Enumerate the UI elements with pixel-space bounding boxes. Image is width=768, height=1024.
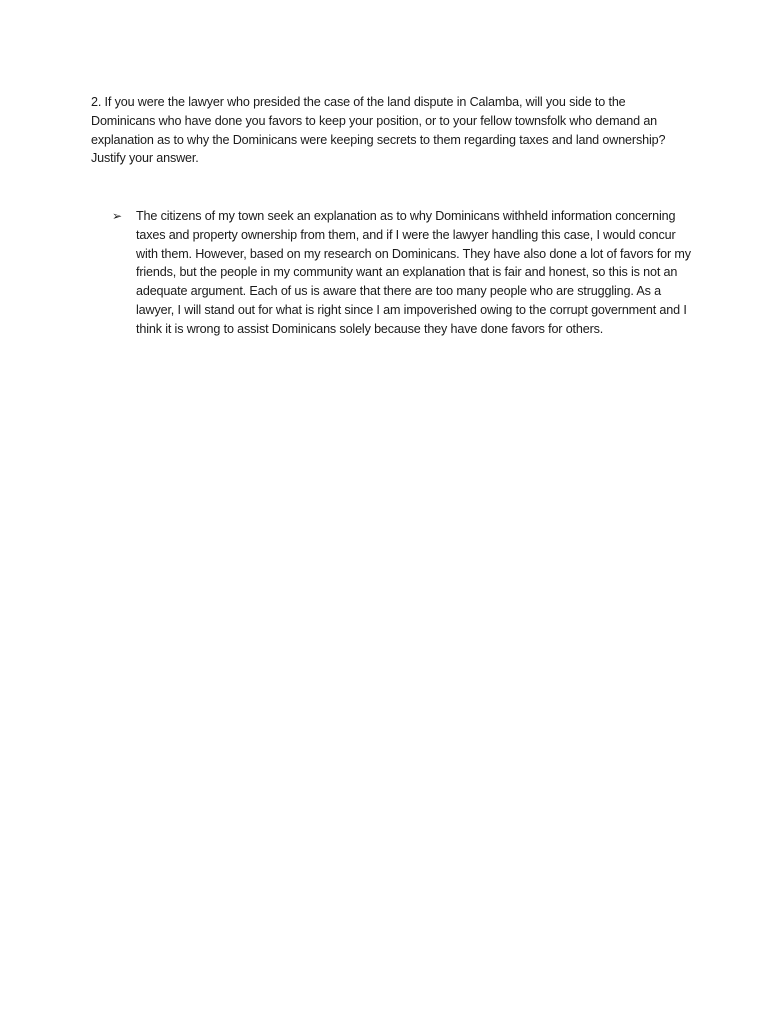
question-text: 2. If you were the lawyer who presided the case of the land dispute in Calamba, will you side to the Dominicans who have done you favors to keep your position, or to your fellow townsfolk who demand an explanation as to why the Dominicans were keeping secrets to them regarding taxes and land ownership? Justify your answer. — [91, 95, 666, 166]
list-item — [112, 207, 692, 339]
answer-text: The citizens of my town seek an explanation as to why Dominicans withheld information concerning taxes and property ownership from them, and if I were the lawyer handling this case, I would concur with them. However, based on my research on Dominicans. They have also done a lot of favors for my friends, but the people in my community want an explanation that is fair and honest, so this is not an adequate argument. Each of us is aware that there are too many people who are struggling. As a lawyer, I will stand out for what is right since I am impoverished owing to the corrupt government and I think it is wrong to assist Dominicans solely because they have done favors for others. — [136, 209, 691, 336]
answer-list — [112, 207, 692, 339]
arrow-bullet-icon: ➢ — [112, 209, 122, 223]
